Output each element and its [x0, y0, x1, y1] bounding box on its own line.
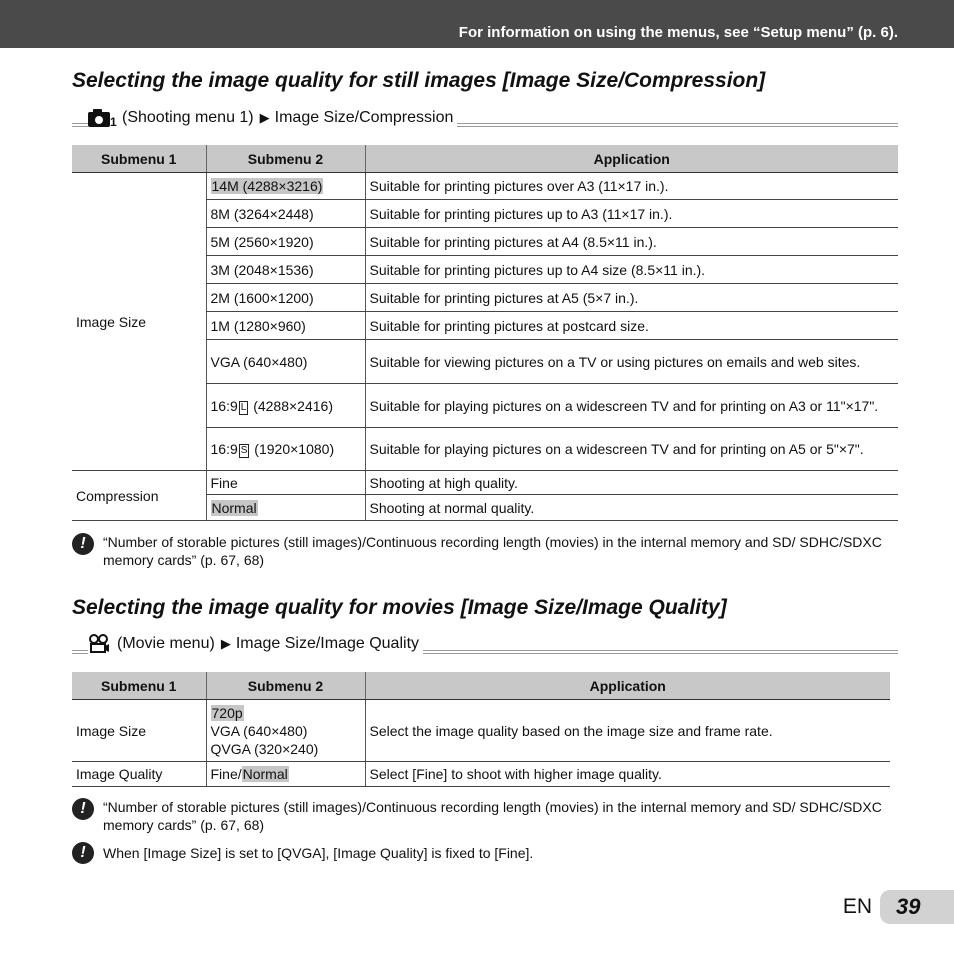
submenu1-image-quality: Image Quality: [72, 762, 206, 787]
application-cell: Suitable for viewing pictures on a TV or using pictures on emails and web sites.: [365, 340, 898, 384]
table-header-row: [72, 672, 890, 700]
submenu2-cell: 2M (1600×1200): [206, 284, 365, 312]
image-size-quality-table: [72, 672, 890, 787]
path-target-label: Image Size/Image Quality: [235, 635, 420, 652]
table-row: [72, 173, 898, 200]
submenu1-image-size: Image Size: [72, 173, 206, 471]
header-application: Application: [365, 672, 890, 700]
default-option-highlight: Normal: [211, 499, 257, 516]
application-cell: Suitable for printing pictures up to A3 (11×17 in.).: [365, 200, 898, 228]
submenu2-cell: [206, 384, 365, 428]
menu-path-shooting: [72, 101, 898, 127]
submenu2-cell: [206, 700, 365, 762]
exclamation-icon: !: [72, 842, 94, 864]
submenu2-cell: 5M (2560×1920): [206, 228, 365, 256]
path-text: [88, 634, 423, 654]
path-target-label: Image Size/Compression: [274, 109, 454, 126]
submenu2-cell: VGA (640×480): [206, 340, 365, 384]
submenu2-cell: [206, 495, 365, 521]
default-option-highlight: 14M (4288×3216): [211, 178, 323, 194]
menu-path-movie: [72, 628, 898, 654]
table-row: [72, 471, 898, 495]
header-note: For information on using the menus, see “Setup menu” (p. 6).: [458, 24, 898, 41]
application-cell: Suitable for printing pictures over A3 (11×17 in.).: [365, 173, 898, 200]
path-menu-label: (Shooting menu 1): [122, 109, 254, 126]
section-title-still-images: Selecting the image quality for still images [Image Size/Compression]: [72, 69, 766, 92]
notice-qvga-fixed: [72, 842, 902, 864]
small-size-icon: S: [240, 445, 248, 456]
application-cell: Shooting at normal quality.: [365, 495, 898, 521]
notice-storage-reference: [72, 533, 902, 569]
header-submenu1: Submenu 1: [72, 145, 206, 173]
path-text: [88, 109, 457, 127]
section-title-movies: Selecting the image quality for movies [Image Size/Image Quality]: [72, 596, 727, 619]
default-option-highlight: 720p: [211, 704, 243, 721]
submenu2-cell: [206, 428, 365, 471]
header-submenu2: Submenu 2: [206, 672, 365, 700]
page-number: 39: [896, 894, 921, 919]
resolution: (1920×1080): [250, 441, 335, 457]
movie-camera-icon: [88, 634, 110, 654]
path-arrow: ▶: [220, 636, 231, 651]
table-row: [72, 762, 890, 787]
application-cell: Select [Fine] to shoot with higher image quality.: [365, 762, 890, 787]
aspect-ratio: 16:9: [210, 441, 238, 457]
application-cell: Suitable for playing pictures on a widescreen TV and for printing on A5 or 5"×7".: [365, 428, 898, 471]
exclamation-icon: !: [72, 798, 94, 820]
image-size-compression-table: [72, 145, 898, 521]
path-menu-label: (Movie menu): [117, 635, 215, 652]
page-number-tab: [880, 890, 954, 924]
application-cell: Suitable for printing pictures at A5 (5×7 in.).: [365, 284, 898, 312]
notice-storage-reference: [72, 798, 902, 834]
camera-icon-number: 1: [110, 115, 117, 129]
header-submenu1: Submenu 1: [72, 672, 206, 700]
submenu2-cell: [206, 173, 365, 200]
header-bar: [0, 0, 954, 48]
notice-text: “Number of storable pictures (still images)/Continuous recording length (movies) in the internal memory and SD/ SDHC/SDXC memory cards” (p. 67, 68): [103, 534, 882, 568]
submenu2-cell: 1M (1280×960): [206, 312, 365, 340]
path-arrow: ▶: [259, 110, 270, 125]
default-option-highlight: Normal: [242, 766, 288, 782]
option-line: VGA (640×480): [210, 722, 308, 739]
submenu1-image-size: Image Size: [72, 700, 206, 762]
application-cell: Suitable for printing pictures at postcard size.: [365, 312, 898, 340]
notice-text: When [Image Size] is set to [QVGA], [Image Quality] is fixed to [Fine].: [103, 845, 534, 861]
header-application: Application: [365, 145, 898, 173]
resolution: (4288×2416): [249, 397, 333, 414]
application-cell: Select the image quality based on the image size and frame rate.: [365, 700, 890, 762]
application-cell: Suitable for printing pictures at A4 (8.5×11 in.).: [365, 228, 898, 256]
language-label: EN: [842, 895, 872, 918]
notice-text: “Number of storable pictures (still images)/Continuous recording length (movies) in the internal memory and SD/ SDHC/SDXC memory cards” (p. 67, 68): [103, 799, 882, 833]
application-cell: Suitable for printing pictures up to A4 size (8.5×11 in.).: [365, 256, 898, 284]
table-header-row: [72, 145, 898, 173]
submenu2-cell: Fine: [206, 471, 365, 495]
application-cell: Suitable for playing pictures on a widescreen TV and for printing on A3 or 11"×17".: [365, 384, 898, 428]
page-footer: [843, 890, 954, 924]
header-submenu2: Submenu 2: [206, 145, 365, 173]
submenu2-cell: [206, 762, 365, 787]
option-line: QVGA (320×240): [210, 740, 319, 757]
camera-icon: [88, 109, 116, 127]
submenu2-cell: 8M (3264×2448): [206, 200, 365, 228]
aspect-ratio: 16:9: [210, 397, 238, 414]
large-size-icon: L: [240, 401, 247, 413]
application-cell: Shooting at high quality.: [365, 471, 898, 495]
submenu2-cell: 3M (2048×1536): [206, 256, 365, 284]
exclamation-icon: !: [72, 533, 94, 555]
table-row: [72, 700, 890, 762]
submenu1-compression: Compression: [72, 471, 206, 521]
option-fine: Fine/: [210, 766, 242, 782]
